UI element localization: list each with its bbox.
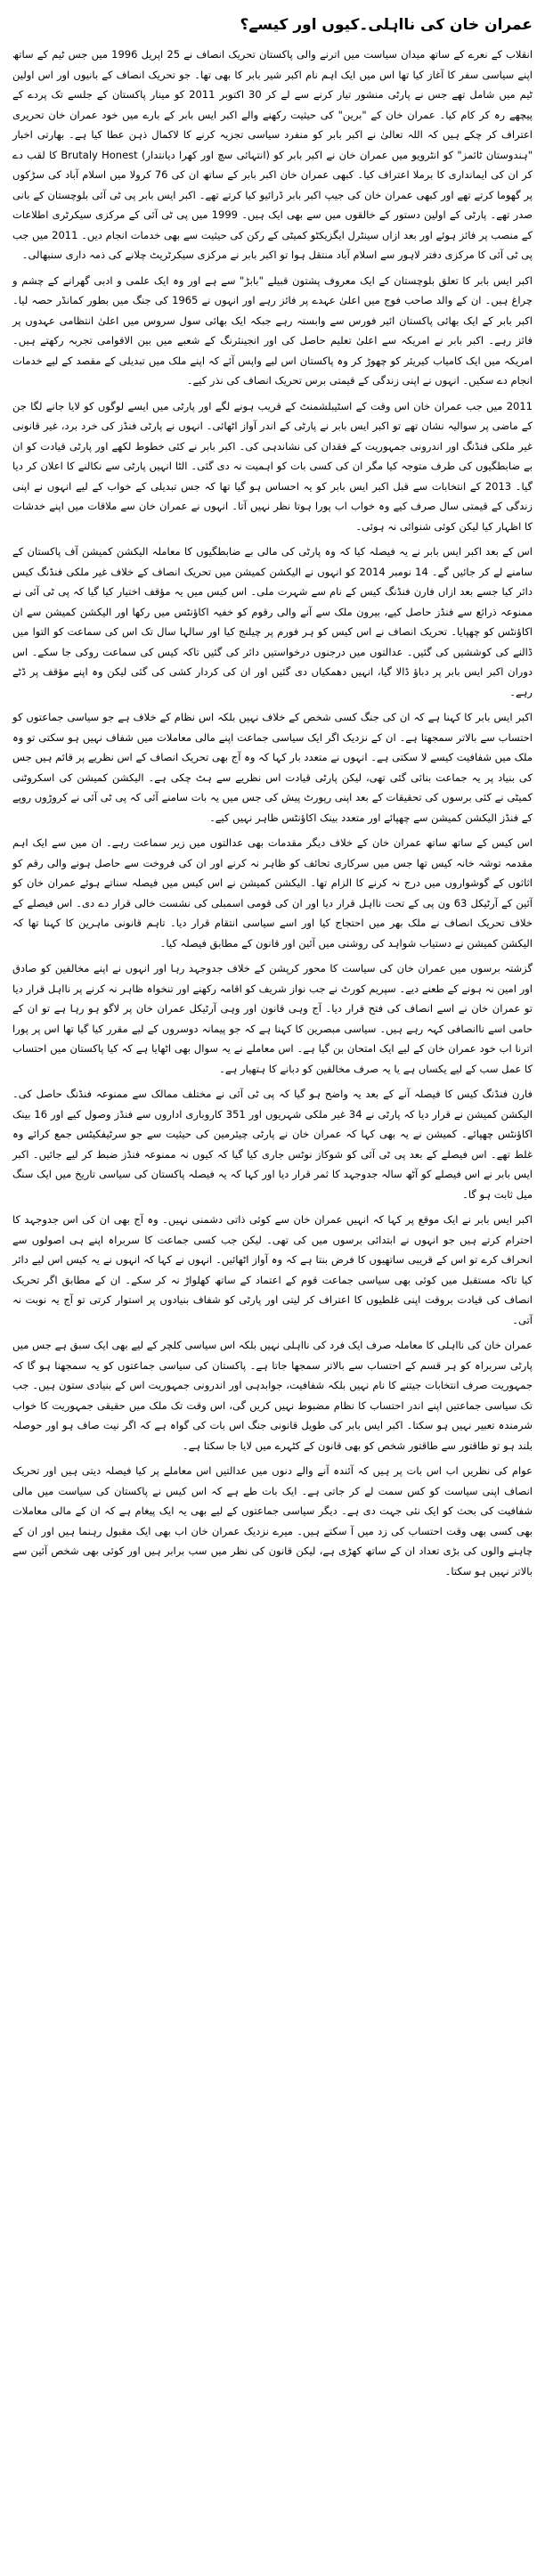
article-paragraph: فارن فنڈنگ کیس کا فیصلہ آنے کے بعد یہ واضح ہو گیا کہ پی ٹی آئی نے مختلف ممالک سے ممنوعہ فنڈنگ حاصل کی۔ الیکشن کمیشن نے قرار دیا کہ پارٹی نے 34 غیر ملکی شہریوں اور 351 کاروباری اداروں سے فنڈز وصول کیے اور 16 بینک اکاؤنٹس چھپائے۔ کمیشن نے یہ بھی کہا کہ عمران خان نے پارٹی چیئرمین کی حیثیت سے جو سرٹیفکیٹس جمع کرائے وہ غلط تھے۔ اس فیصلے کے بعد پی ٹی آئی کو شوکاز نوٹس جاری کیا گیا کہ کیوں نہ ممنوعہ فنڈز ضبط کر لیے جائیں۔ اکبر ایس بابر نے اس فیصلے کو آٹھ سالہ جدوجہد کا ثمر قرار دیا اور کہا کہ یہ فیصلہ پاکستان کی سیاسی تاریخ میں ایک سنگ میل ثابت ہو گا۔ (12, 1088, 533, 1201)
article-paragraph: انقلاب کے نعرے کے ساتھ میدان سیاست میں اترنے والی پاکستان تحریک انصاف نے 25 اپریل 1996 میں جس ٹیم کے ساتھ اپنے سیاسی سفر کا آغاز کیا تھا اس میں ایک اہم نام اکبر شیر بابر کا بھی تھا۔ جو تحریک انصاف کے بانیوں اور اس اولین ٹیم میں شامل تھے جس نے پارٹی منشور تیار کرنے سے لے کر 30 اکتوبر 2011 کو مینار پاکستان کے جلسے تک پردے کے پیچھے رہ کر کام کیا۔ عمران خان کے "برین" کی حیثیت رکھنے والے اکبر ایس بابر کے بارے میں خود عمران خان تحریری اعتراف کر چکے ہیں کہ اللہ تعالیٰ نے اکبر بابر کو منفرد سیاسی تجزیہ کرنے کا لاکمال ذہن عطا کیا ہے۔ بھارتی اخبار "ہندوستان ٹائمز" کو انٹرویو میں عمران خان نے اکبر بابر کو (انتہائی سچ اور کھرا دیانتدار) Brutaly Honest کا لقب دے کر ان کی ایمانداری کا برملا اعتراف کیا۔ کبھی عمران خان اکبر بابر کے ساتھ ان کی 76 کرولا میں اسلام آباد کی سڑکوں پر گھوما کرتے تھے اور کبھی عمران خان کی جیپ اکبر بابر ڈرائیو کیا کرتے تھے۔ اکبر ایس بابر پی ٹی آئی بلوچستان کے بانی صدر تھے۔ پارٹی کے اولین دستور کے خالقوں میں سے بھی ایک ہیں۔ 1999 میں پی ٹی آئی کے مرکزی سیکرٹری اطلاعات کے منصب پر فائز ہوئے اور بعد ازاں سینٹرل ایگزیکٹو کمیٹی کے رکن کی حیثیت سے بھی خدمات انجام دیں۔ 2011 میں جب پی ٹی آئی کا مرکزی دفتر لاہور سے اسلام آباد منتقل ہوا تو اکبر بابر نے مرکزی سیکرٹریٹ چلانے کی ذمہ داری سنبھالی۔ (12, 48, 533, 261)
article-paragraph: عمران خان کی نااہلی کا معاملہ صرف ایک فرد کی نااہلی نہیں بلکہ اس سیاسی کلچر کے لیے بھی ایک سبق ہے جس میں پارٹی سربراہ کو ہر قسم کے احتساب سے بالاتر سمجھا جاتا ہے۔ پاکستان کی سیاسی جماعتوں کو یہ سمجھنا ہو گا کہ جمہوریت صرف انتخابات جیتنے کا نام نہیں بلکہ شفافیت، جوابدہی اور اندرونی جمہوریت اس کے بنیادی ستون ہیں۔ جب تک سیاسی جماعتیں اپنے اندر احتساب کا نظام مضبوط نہیں کریں گی، اس وقت تک ملک میں حقیقی جمہوریت کا خواب شرمندہ تعبیر نہیں ہو سکتا۔ اکبر ایس بابر کی طویل قانونی جنگ اس بات کی گواہ ہے کہ اگر نیت صاف ہو اور حوصلہ بلند ہو تو طاقتور سے طاقتور شخص کو بھی قانون کے کٹہرے میں لایا جا سکتا ہے۔ (12, 1339, 533, 1452)
article-body (12, 45, 533, 1581)
article-paragraph: اس کے بعد اکبر ایس بابر نے یہ فیصلہ کیا کہ وہ پارٹی کی مالی بے ضابطگیوں کا معاملہ الیکشن کمیشن آف پاکستان کے سامنے لے کر جائیں گے۔ 14 نومبر 2014 کو انہوں نے الیکشن کمیشن میں تحریک انصاف کے خلاف غیر ملکی فنڈنگ کیس دائر کیا جسے بعد ازاں فارن فنڈنگ کیس کے نام سے شہرت ملی۔ اس کیس میں یہ مؤقف اختیار کیا گیا کہ پی ٹی آئی نے ممنوعہ ذرائع سے فنڈز حاصل کیے، بیرون ملک سے آنے والی رقوم کو خفیہ اکاؤنٹس میں رکھا اور الیکشن کمیشن سے ان اکاؤنٹس کو چھپایا۔ تحریک انصاف نے اس کیس کو ہر فورم پر چیلنج کیا اور سالہا سال تک اس کی سماعت کو التوا میں ڈالنے کی کوششیں کی گئیں۔ عدالتوں میں درجنوں درخواستیں دائر کی گئیں تاکہ کیس کی سماعت روکی جا سکے۔ اس دوران اکبر ایس بابر پر دباؤ ڈالا گیا، انہیں دھمکیاں دی گئیں اور ان کی کردار کشی کی گئی لیکن وہ اپنے مؤقف پر ڈٹے رہے۔ (12, 545, 533, 698)
article-paragraph: 2011 میں جب عمران خان اس وقت کے اسٹیبلشمنٹ کے قریب ہونے لگے اور پارٹی میں ایسے لوگوں کو لایا جانے لگا جن کے ماضی پر سوالیہ نشان تھے تو اکبر ایس بابر نے پارٹی کے اندر آواز اٹھائی۔ انہوں نے پارٹی فنڈز کی خرد برد، غیر قانونی غیر ملکی فنڈنگ اور اندرونی جمہوریت کے فقدان کی نشاندہی کی۔ اکبر بابر نے کئی خطوط لکھے اور پارٹی قیادت کو ان بے ضابطگیوں کی طرف متوجہ کیا مگر ان کی کسی بات کو اہمیت نہ دی گئی۔ الٹا انہیں پارٹی سے نکالنے کا اعلان کر دیا گیا۔ 2013 کے انتخابات سے قبل اکبر ایس بابر کو یہ احساس ہو گیا تھا کہ جس تبدیلی کے خواب کے لیے انہوں نے اپنی زندگی کے قیمتی سال صرف کیے وہ خواب اب پورا ہوتا نظر نہیں آتا۔ انہوں نے عمران خان سے ملاقات میں اپنے خدشات کا اظہار کیا لیکن کوئی شنوائی نہ ہوئی۔ (12, 399, 533, 533)
article-paragraph: اس کیس کے ساتھ ساتھ عمران خان کے خلاف دیگر مقدمات بھی عدالتوں میں زیر سماعت رہے۔ ان میں سے ایک اہم مقدمہ توشہ خانہ کیس تھا جس میں سرکاری تحائف کو ظاہر نہ کرنے اور ان کی فروخت سے حاصل ہونے والی رقم کو اثاثوں کے گوشواروں میں درج نہ کرنے کا الزام تھا۔ الیکشن کمیشن نے اس کیس میں فیصلہ سناتے ہوئے عمران خان کو آئین کے آرٹیکل 63 ون پی کے تحت نااہل قرار دیا اور ان کی قومی اسمبلی کی نشست خالی قرار دے دی۔ اس فیصلے کے خلاف تحریک انصاف نے ملک بھر میں احتجاج کیا اور اسے سیاسی انتقام قرار دیا۔ تاہم قانونی ماہرین کا کہنا تھا کہ الیکشن کمیشن نے دستیاب شواہد کی روشنی میں آئین اور قانون کے مطابق فیصلہ کیا۔ (12, 836, 533, 950)
article-paragraph: عوام کی نظریں اب اس بات پر ہیں کہ آئندہ آنے والے دنوں میں عدالتیں اس معاملے پر کیا فیصلہ دیتی ہیں اور تحریک انصاف اپنی سیاست کو کس سمت لے کر جاتی ہے۔ ایک بات طے ہے کہ اس کیس نے پاکستان کی سیاست میں مالی شفافیت کی بحث کو ایک نئی جہت دی ہے۔ دیگر سیاسی جماعتوں کے لیے بھی یہ ایک پیغام ہے کہ ان کے مالی معاملات بھی کسی بھی وقت احتساب کی زد میں آ سکتے ہیں۔ میرے نزدیک عمران خان اب بھی ایک مقبول رہنما ہیں اور ان کے چاہنے والوں کی بڑی تعداد ان کے ساتھ کھڑی ہے، لیکن قانون کی نظر میں سب برابر ہیں اور کوئی بھی شخص آئین سے بالاتر نہیں ہو سکتا۔ (12, 1464, 533, 1577)
article-paragraph: اکبر ایس بابر نے ایک موقع پر کہا کہ انہیں عمران خان سے کوئی ذاتی دشمنی نہیں۔ وہ آج بھی ان کی اس جدوجہد کا احترام کرتے ہیں جو انہوں نے ابتدائی برسوں میں کی تھی۔ لیکن جب کسی جماعت کا سربراہ اپنے ہی اصولوں سے انحراف کرے تو اس کے قریبی ساتھیوں کا فرض بنتا ہے کہ وہ آواز اٹھائیں۔ انہوں نے کہا کہ انہوں نے یہ کیس اس لیے دائر کیا تاکہ مستقبل میں کوئی بھی سیاسی جماعت قوم کے اعتماد کے ساتھ کھلواڑ نہ کر سکے۔ ان کے مطابق اگر تحریک انصاف کی قیادت بروقت اپنی غلطیوں کا اعتراف کر لیتی اور پارٹی کو شفاف بنیادوں پر استوار کرتی تو آج یہ نوبت نہ آتی۔ (12, 1213, 533, 1326)
article-paragraph: گزشتہ برسوں میں عمران خان کی سیاست کا محور کرپشن کے خلاف جدوجہد رہا اور انہوں نے اپنے مخالفین کو صادق اور امین نہ ہونے کے طعنے دیے۔ سپریم کورٹ نے جب نواز شریف کو اقامہ رکھنے اور تنخواہ ظاہر نہ کرنے پر نااہل قرار دیا تو عمران خان نے اسے انصاف کی فتح قرار دیا۔ آج وہی قانون اور وہی آرٹیکل عمران خان پر لاگو ہو رہا ہے تو ان کے حامی اسے ناانصافی کہہ رہے ہیں۔ سیاسی مبصرین کا کہنا ہے کہ جو پیمانہ دوسروں کے لیے مقرر کیا گیا تھا اس پر پورا اترنا اب خود عمران خان کے لیے ایک امتحان بن گیا ہے۔ اس معاملے نے یہ سوال بھی اٹھایا ہے کہ کیا پاکستان میں احتساب کا عمل سب کے لیے یکساں ہے یا یہ صرف مخالفین کو دبانے کا ہتھیار ہے۔ (12, 962, 533, 1075)
article-paragraph: اکبر ایس بابر کا کہنا ہے کہ ان کی جنگ کسی شخص کے خلاف نہیں بلکہ اس نظام کے خلاف ہے جو سیاسی جماعتوں کو احتساب سے بالاتر سمجھتا ہے۔ ان کے نزدیک اگر ایک سیاسی جماعت اپنے مالی معاملات میں شفاف نہیں ہو سکتی تو وہ ملک میں شفافیت کیسے لا سکتی ہے۔ انہوں نے متعدد بار کہا کہ وہ آج بھی تحریک انصاف کے اس نظریے پر قائم ہیں جس کی بنیاد پر یہ جماعت بنائی گئی تھی، لیکن پارٹی قیادت اس نظریے سے ہٹ چکی ہے۔ الیکشن کمیشن کی اسکروٹنی کمیٹی نے کئی برسوں کی تحقیقات کے بعد اپنی رپورٹ پیش کی جس میں یہ بات سامنے آئی کہ پی ٹی آئی نے کروڑوں روپے کے فنڈز الیکشن کمیشن سے چھپائے اور متعدد بینک اکاؤنٹس ظاہر نہیں کیے۔ (12, 711, 533, 824)
article-title: عمران خان کی نااہلی۔کیوں اور کیسے؟ (240, 16, 533, 34)
article-paragraph: اکبر ایس بابر کا تعلق بلوچستان کے ایک معروف پشتون قبیلے "بابڑ" سے ہے اور وہ ایک علمی و ادبی گھرانے کے چشم و چراغ ہیں۔ ان کے والد صاحب فوج میں اعلیٰ عہدے پر فائز رہے اور انہوں نے 1965 کی جنگ میں بطور کمانڈر حصہ لیا۔ اکبر بابر کے ایک بھائی پاکستان ائیر فورس سے وابستہ رہے جبکہ ایک بھائی سول سروس میں اعلیٰ انتظامی عہدوں پر فائز رہے۔ اکبر بابر نے امریکہ سے اعلیٰ تعلیم حاصل کی اور انجینئرنگ کے شعبے میں بین الاقوامی تجربہ رکھتے ہیں۔ امریکہ میں ایک کامیاب کیریئر کو چھوڑ کر وہ پاکستان اس لیے واپس آئے کہ اپنے ملک میں تبدیلی کے مقصد کے لیے خدمات انجام دے سکیں۔ انہوں نے اپنی زندگی کے قیمتی برس تحریک انصاف کی نذر کیے۔ (12, 273, 533, 387)
